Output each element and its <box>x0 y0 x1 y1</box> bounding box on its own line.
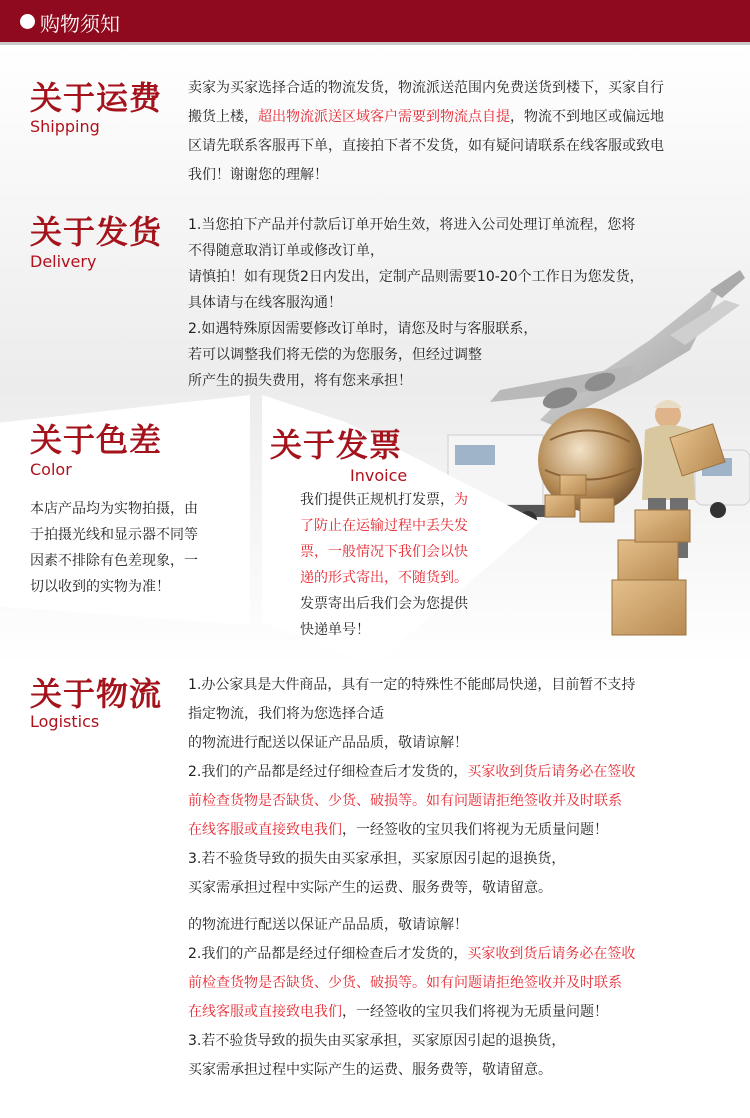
text-line <box>188 290 708 316</box>
text-line <box>188 238 708 264</box>
body-text: 请慎拍！如有现货2日内发出，定制产品则需要10-20个工作日为您发货， <box>188 269 644 285</box>
text-line <box>300 565 500 591</box>
invoice-text <box>300 487 500 643</box>
text-line <box>188 368 708 394</box>
body-text: 3.若不验货导致的损失由买家承担，买家原因引起的退换货， <box>188 851 566 867</box>
invoice-heading: 关于发票 <box>270 426 403 464</box>
logistics-repeat-text <box>188 911 733 1085</box>
highlight-text: 递的形式寄出，不随货到。 <box>300 570 468 586</box>
body-text: 切以收到的实物为准！ <box>30 579 170 595</box>
body-text: 我们提供正规机打发票， <box>300 492 454 508</box>
body-text: 的物流进行配送以保证产品品质，敬请谅解！ <box>188 735 468 751</box>
highlight-text: 超出物流派送区域客户需要到物流点自提 <box>258 109 510 125</box>
highlight-text: 为 <box>454 492 468 508</box>
body-text: 买家需承担过程中实际产生的运费、服务费等，敬请留意。 <box>188 880 552 896</box>
body-text: 2.如遇特殊原因需要修改订单时，请您及时与客服联系， <box>188 321 538 337</box>
delivery-text <box>188 212 708 394</box>
delivery-subtitle: Delivery <box>30 252 97 271</box>
body-text: 本店产品均为实物拍摄，由 <box>30 501 198 517</box>
body-text: 因素不排除有色差现象，一 <box>30 553 198 569</box>
text-line <box>30 574 245 600</box>
body-text: 2.我们的产品都是经过仔细检查后才发货的， <box>188 764 468 780</box>
logistics-heading: 关于物流 <box>30 675 163 713</box>
body-text: 发票寄出后我们会为您提供 <box>300 596 468 612</box>
box-stack-icon <box>612 510 690 635</box>
body-text: 卖家为买家选择合适的物流发货，物流派送范围内免费送货到楼下，买家自行 <box>188 80 664 96</box>
body-text: 若可以调整我们将无偿的为您服务，但经过调整 <box>188 347 482 363</box>
text-line <box>188 758 733 787</box>
body-text: 我们！谢谢您的理解！ <box>188 167 328 183</box>
text-line <box>30 496 245 522</box>
shipping-text <box>188 74 728 190</box>
highlight-text: 在线客服或直接致电我们 <box>188 822 342 838</box>
body-text: 1.办公家具是大件商品，具有一定的特殊性不能邮局快递，目前暂不支持 <box>188 677 636 693</box>
body-text: 的物流进行配送以保证产品品质，敬请谅解！ <box>188 917 468 933</box>
color-subtitle: Color <box>30 460 72 479</box>
text-line <box>188 787 733 816</box>
text-line <box>188 212 708 238</box>
highlight-text: 票，一般情况下我们会以快 <box>300 544 468 560</box>
body-text: ，一经签收的宝贝我们将视为无质量问题！ <box>342 822 608 838</box>
highlight-text: 了防止在运输过程中丢失发 <box>300 518 468 534</box>
body-text: ，物流不到地区或偏远地 <box>510 109 664 125</box>
text-line <box>300 539 500 565</box>
shipping-heading: 关于运费 <box>30 79 163 117</box>
highlight-text: 买家收到货后请务必在签收 <box>467 764 636 780</box>
text-line <box>188 998 733 1027</box>
body-text: 搬货上楼， <box>188 109 258 125</box>
text-line <box>30 522 245 548</box>
text-line <box>188 316 708 342</box>
text-line <box>188 103 728 132</box>
text-line <box>188 845 733 874</box>
color-heading: 关于色差 <box>30 421 163 459</box>
text-line <box>188 816 733 845</box>
body-text: 买家需承担过程中实际产生的运费、服务费等，敬请留意。 <box>188 1062 552 1078</box>
highlight-text: 买家收到货后请务必在签收 <box>467 946 636 962</box>
bullet-dot-icon <box>20 14 35 29</box>
body-text: ，一经签收的宝贝我们将视为无质量问题！ <box>342 1004 608 1020</box>
text-line <box>188 161 728 190</box>
body-text: 快递单号！ <box>300 622 370 638</box>
color-text <box>30 496 245 600</box>
text-line <box>188 969 733 998</box>
header-bar <box>0 0 750 45</box>
highlight-text: 前检查货物是否缺货、少货、破损等。如有问题请拒绝签收并及时联系 <box>188 975 622 991</box>
text-line <box>188 671 733 700</box>
body-text: 于拍摄光线和显示器不同等 <box>30 527 198 543</box>
text-line <box>188 911 733 940</box>
text-line <box>188 264 708 290</box>
text-line <box>300 487 500 513</box>
body-text: 2.我们的产品都是经过仔细检查后才发货的， <box>188 946 468 962</box>
text-line <box>188 700 733 729</box>
text-line <box>188 940 733 969</box>
body-text: 3.若不验货导致的损失由买家承担，买家原因引起的退换货， <box>188 1033 566 1049</box>
text-line <box>188 1056 733 1085</box>
highlight-text: 前检查货物是否缺货、少货、破损等。如有问题请拒绝签收并及时联系 <box>188 793 622 809</box>
delivery-heading: 关于发货 <box>30 213 163 251</box>
logistics-subtitle: Logistics <box>30 712 100 731</box>
text-line <box>188 729 733 758</box>
text-line <box>30 548 245 574</box>
text-line <box>300 591 500 617</box>
body-text: 具体请与在线客服沟通！ <box>188 295 342 311</box>
body-text: 1.当您拍下产品并付款后订单开始生效，将进入公司处理订单流程，您将 <box>188 217 636 233</box>
body-text: 所产生的损失费用，将有您来承担！ <box>188 373 412 389</box>
header-title: 购物须知 <box>40 12 120 36</box>
body-text: 不得随意取消订单或修改订单， <box>188 243 384 259</box>
logistics-text <box>188 671 733 903</box>
text-line <box>300 513 500 539</box>
shipping-subtitle: Shipping <box>30 117 100 136</box>
text-line <box>188 132 728 161</box>
text-line <box>300 617 500 643</box>
text-line <box>188 1027 733 1056</box>
body-text: 指定物流，我们将为您选择合适 <box>188 706 384 722</box>
body-text: 区请先联系客服再下单，直接拍下者不发货，如有疑问请联系在线客服或致电 <box>188 138 664 154</box>
text-line <box>188 874 733 903</box>
highlight-text: 在线客服或直接致电我们 <box>188 1004 342 1020</box>
text-line <box>188 74 728 103</box>
invoice-subtitle: Invoice <box>350 466 408 485</box>
text-line <box>188 342 708 368</box>
